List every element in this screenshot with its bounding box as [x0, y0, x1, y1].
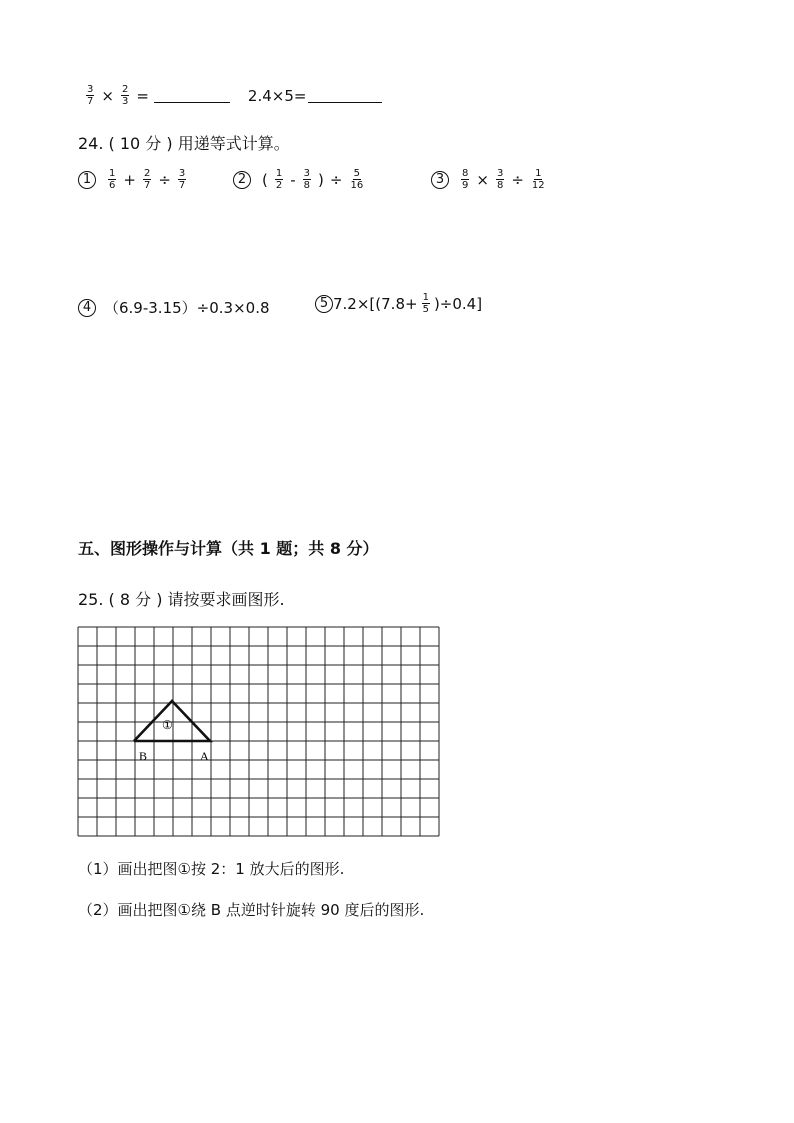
fraction: $\frac{2}{3}$ [121, 84, 129, 107]
circled-number: 3 [431, 171, 449, 189]
triangle-label: ① [162, 718, 173, 732]
question-25-title: 25. ( 8 分 ) 请按要求画图形. [78, 590, 285, 609]
drawing-grid[interactable] [76, 625, 442, 837]
question-24-title: 24. ( 10 分 ) 用递等式计算。 [78, 134, 290, 153]
sub-question-1: （1）画出把图①按 2：1 放大后的图形. [78, 860, 345, 878]
point-a-label: A [200, 749, 209, 763]
sub-question-2: （2）画出把图①绕 B 点逆时针旋转 90 度后的图形. [78, 901, 425, 919]
problem-1: 1 $\frac{1}{6}$ + $\frac{2}{7}$ ÷ $\frac{3}{7}$ [78, 168, 190, 191]
fill-blank-line [82, 84, 382, 107]
problem-5: 5 7.2×[(7.8+ $\frac{1}{5}$ )÷0.4] [315, 292, 482, 315]
problem-4: 4 （6.9-3.15）÷0.3×0.8 [78, 297, 270, 318]
equals-sign: = [136, 86, 149, 105]
problem-2: 2 ( $\frac{1}{2}$ - $\frac{3}{8}$ ) ÷ $\frac{5}{16}$ [233, 168, 368, 191]
circled-number: 5 [315, 295, 333, 313]
answer-blank[interactable] [154, 88, 230, 103]
point-b-label: B [139, 749, 148, 763]
decimal-expression: 2.4×5= [247, 86, 307, 105]
circled-number: 4 [78, 299, 96, 317]
circled-number: 1 [78, 171, 96, 189]
circled-number: 2 [233, 171, 251, 189]
times-sign: × [101, 86, 114, 105]
section-heading: 五、图形操作与计算（共 1 题；共 8 分） [78, 539, 379, 558]
fraction: $\frac{3}{7}$ [87, 84, 94, 107]
answer-blank[interactable] [308, 88, 382, 103]
problem-3: 3 $\frac{8}{9}$ × $\frac{3}{8}$ ÷ $\frac{1}{12}$ [431, 168, 550, 191]
